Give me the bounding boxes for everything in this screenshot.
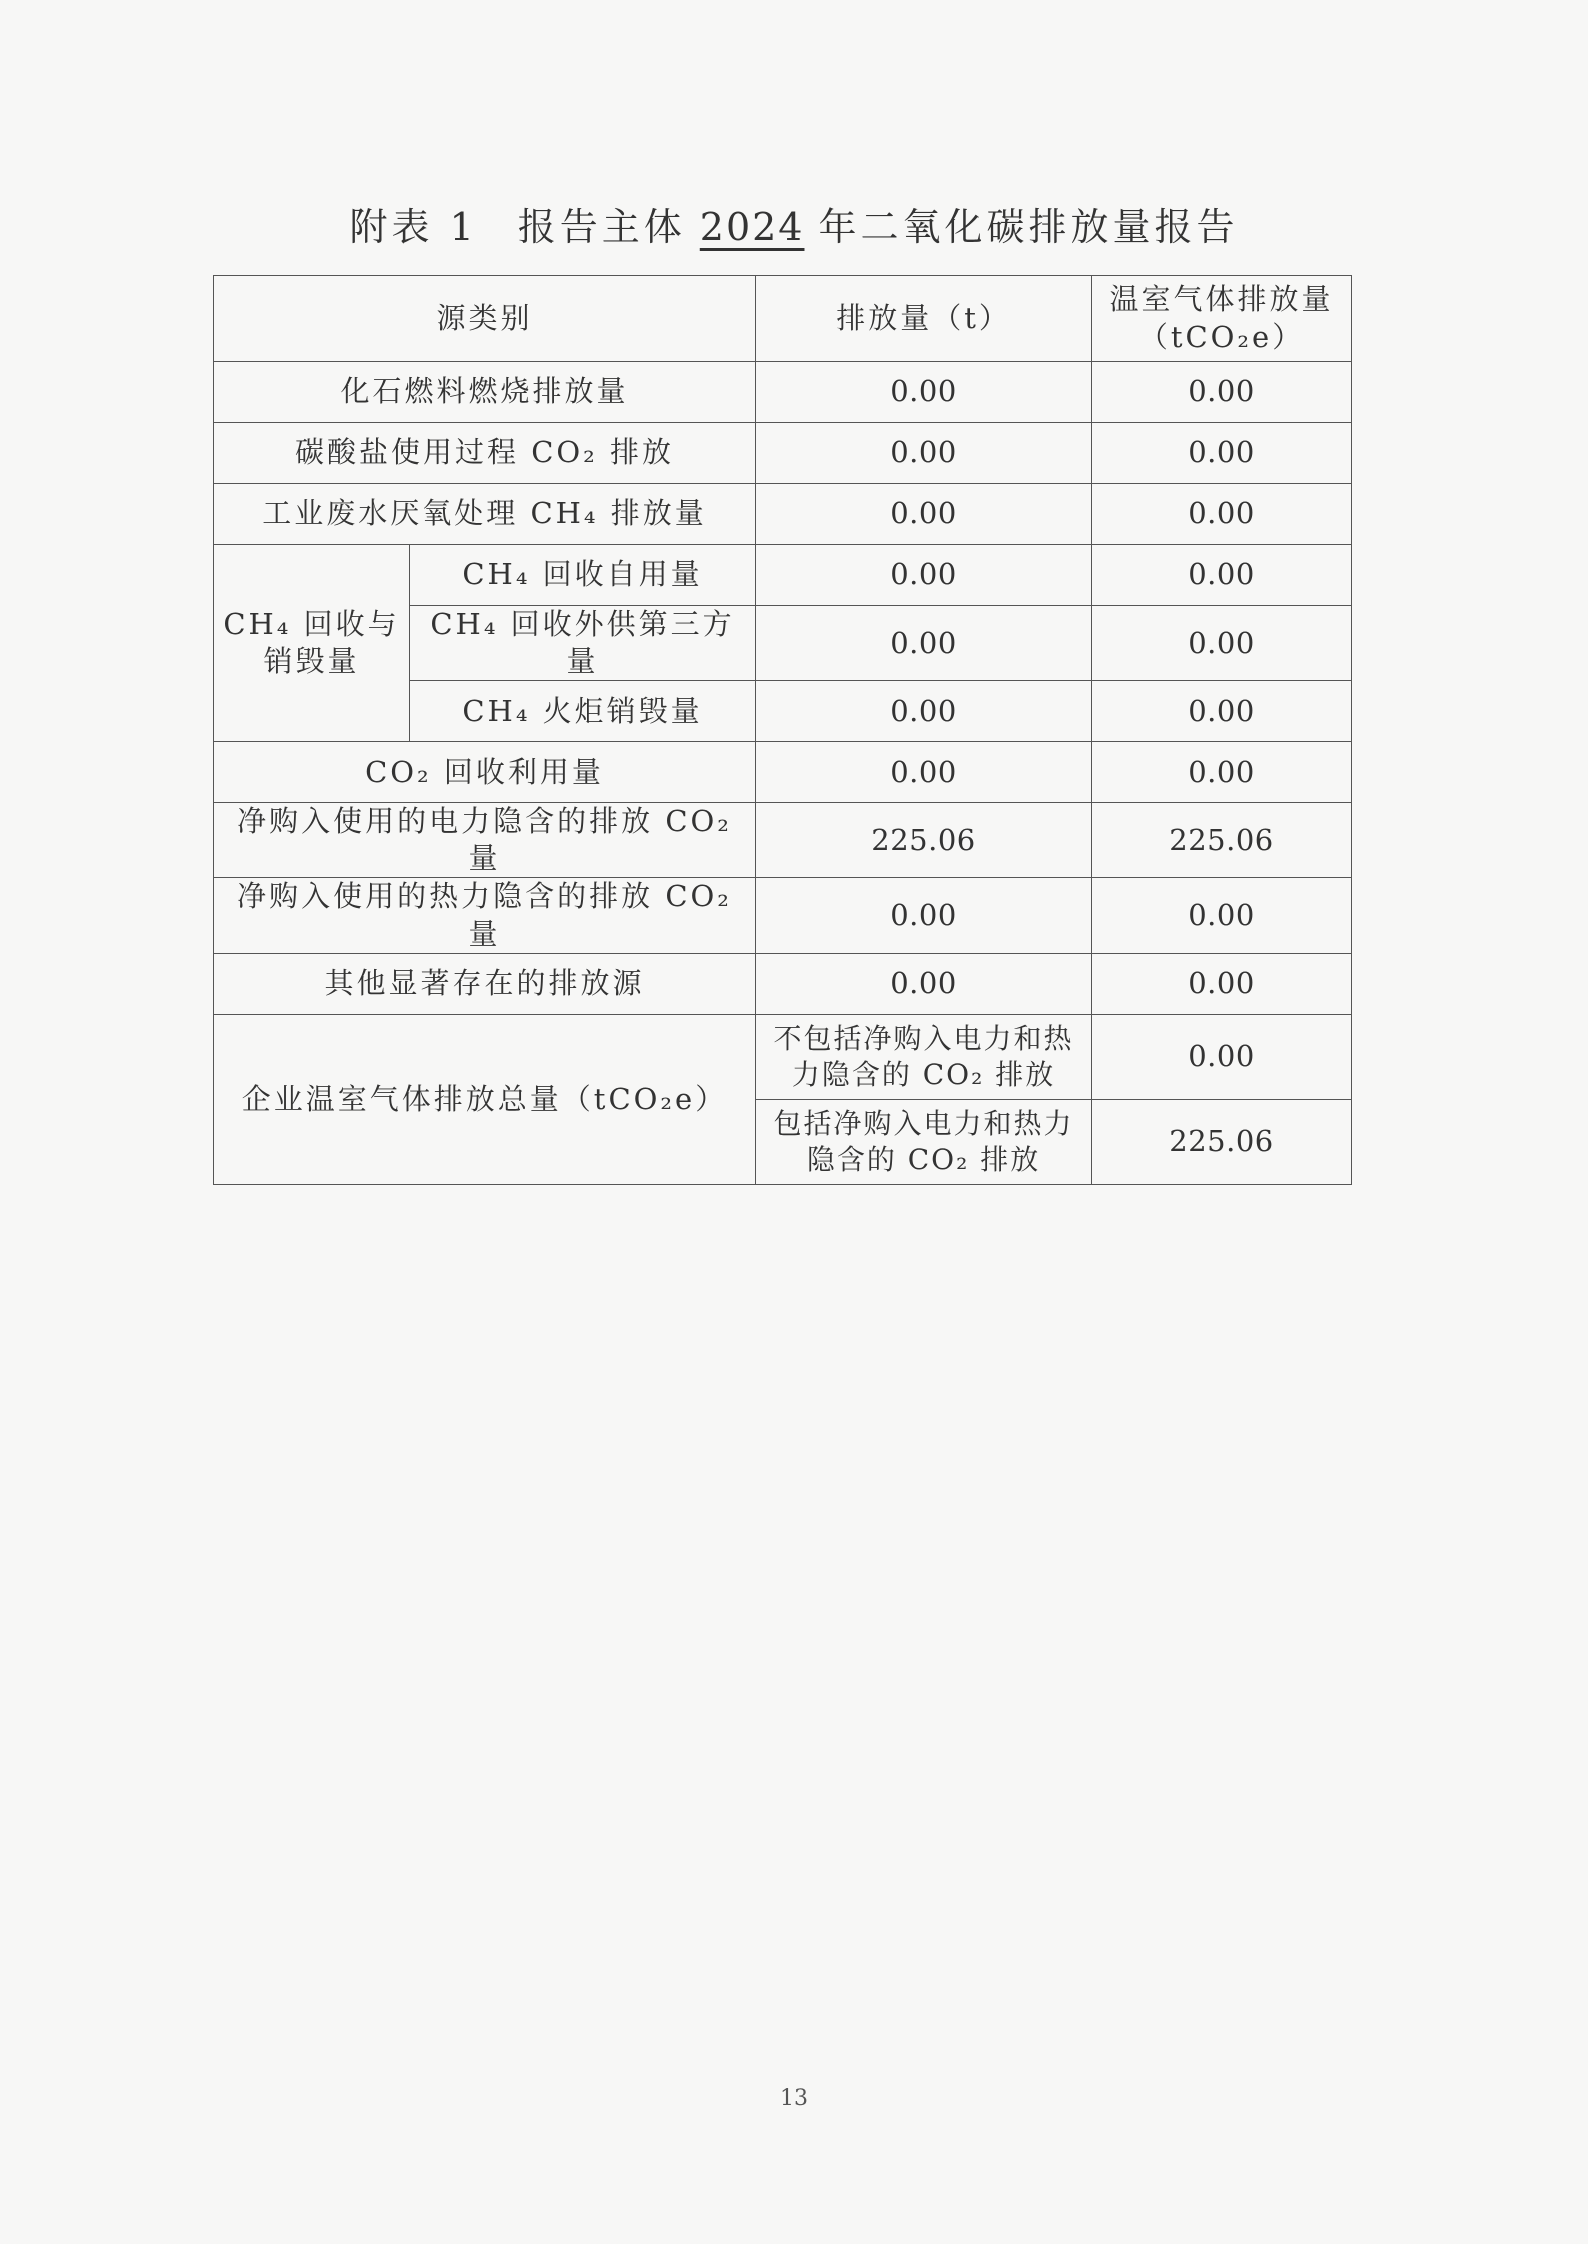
header-emission: 排放量（t） [756, 276, 1092, 362]
row-emission: 225.06 [756, 803, 1092, 878]
row-ghg: 0.00 [1092, 681, 1352, 742]
row-label: 净购入使用的热力隐含的排放 CO₂ 量 [214, 878, 756, 953]
ch4-group-label: CH₄ 回收与销毁量 [214, 545, 410, 742]
total-incl-label: 包括净购入电力和热力隐含的 CO₂ 排放 [756, 1099, 1092, 1184]
row-label: 工业废水厌氧处理 CH₄ 排放量 [214, 484, 756, 545]
row-emission: 0.00 [756, 742, 1092, 803]
page-title [0, 196, 1588, 251]
row-emission: 0.00 [756, 484, 1092, 545]
row-ghg: 0.00 [1092, 606, 1352, 681]
title-prefix: 附表 1 [349, 205, 478, 249]
title-suffix: 年二氧化碳排放量报告 [818, 205, 1239, 249]
row-emission: 0.00 [756, 545, 1092, 606]
row-label: CO₂ 回收利用量 [214, 742, 756, 803]
row-label: 净购入使用的电力隐含的排放 CO₂ 量 [214, 803, 756, 878]
row-emission: 0.00 [756, 362, 1092, 423]
table-header-row [214, 276, 1352, 362]
title-middle: 报告主体 [517, 205, 686, 249]
table-row [214, 742, 1352, 803]
row-label: 碳酸盐使用过程 CO₂ 排放 [214, 423, 756, 484]
row-sublabel: CH₄ 回收外供第三方量 [410, 606, 756, 681]
row-ghg: 0.00 [1092, 878, 1352, 953]
row-ghg: 0.00 [1092, 362, 1352, 423]
row-emission: 0.00 [756, 423, 1092, 484]
row-emission: 0.00 [756, 681, 1092, 742]
table-row [214, 545, 1352, 606]
row-label: 化石燃料燃烧排放量 [214, 362, 756, 423]
total-incl-value: 225.06 [1092, 1099, 1352, 1184]
table-row [214, 878, 1352, 953]
total-excl-value: 0.00 [1092, 1014, 1352, 1099]
row-emission: 0.00 [756, 878, 1092, 953]
table-row [214, 484, 1352, 545]
row-ghg: 0.00 [1092, 545, 1352, 606]
row-sublabel: CH₄ 回收自用量 [410, 545, 756, 606]
table-row [214, 423, 1352, 484]
row-ghg: 0.00 [1092, 484, 1352, 545]
row-ghg: 225.06 [1092, 803, 1352, 878]
table-row [214, 1014, 1352, 1099]
row-ghg: 0.00 [1092, 742, 1352, 803]
row-ghg: 0.00 [1092, 423, 1352, 484]
total-excl-label: 不包括净购入电力和热力隐含的 CO₂ 排放 [756, 1014, 1092, 1099]
header-ghg: 温室气体排放量（tCO₂e） [1092, 276, 1352, 362]
row-ghg: 0.00 [1092, 953, 1352, 1014]
row-emission: 0.00 [756, 953, 1092, 1014]
table-row [214, 953, 1352, 1014]
emission-report-table [213, 275, 1352, 1185]
row-label: 其他显著存在的排放源 [214, 953, 756, 1014]
title-year: 2024 [699, 205, 805, 249]
table-row [214, 362, 1352, 423]
row-sublabel: CH₄ 火炬销毁量 [410, 681, 756, 742]
header-source: 源类别 [214, 276, 756, 362]
row-emission: 0.00 [756, 606, 1092, 681]
table-row [214, 803, 1352, 878]
total-label: 企业温室气体排放总量（tCO₂e） [214, 1014, 756, 1184]
page-number: 13 [780, 2086, 808, 2111]
